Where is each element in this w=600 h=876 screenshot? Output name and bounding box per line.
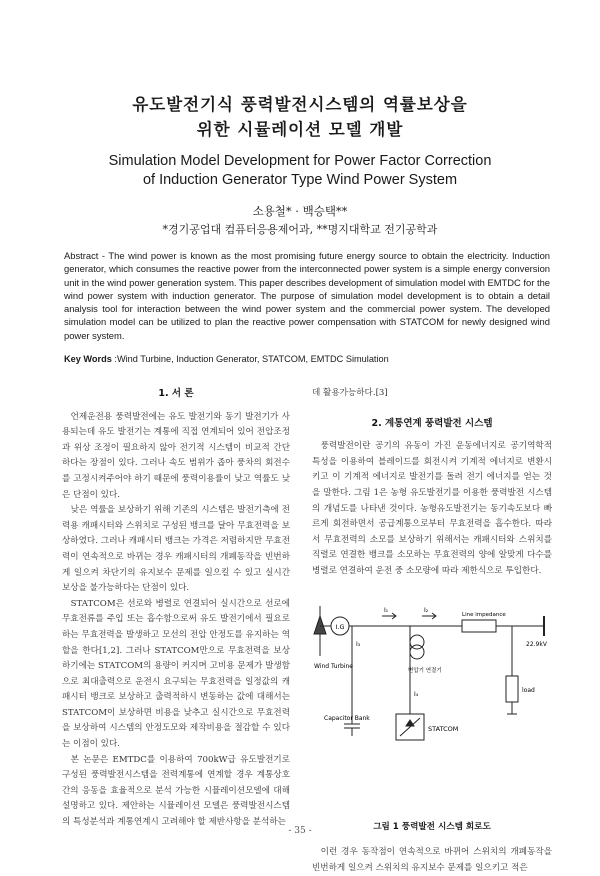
keywords (64, 354, 550, 364)
current-i2-label: I₂ (424, 606, 429, 614)
left-column (62, 386, 290, 831)
statcom-label: STATCOM (428, 724, 459, 733)
capacitor-bank-label: Capacitor Bank (324, 714, 370, 722)
keywords-text: :Wind Turbine, Induction Generator, STATCOM, EMTDC Simulation (114, 354, 389, 364)
intro-paragraph: 언제운전용 풍력발전에는 유도 발전기와 동기 발전기가 사용되는데 유도 발전기는 계통에 직접 연계되어 있어 전압조정과 위상 조정이 필요하지 않아 전기적 시스템이 비교적 간단하다는 장점이 있다. 그러나 속도 범위가 좁아 풍차의 회전수를 고정시켜주어야 하기 때문에 풍력이용률이 낮고 역률도 낮은 단점이 있다. (62, 411, 290, 500)
section-2-heading: 2. 계통연계 풍력발전 시스템 (371, 417, 493, 429)
right-column (312, 386, 552, 876)
figure-1-caption: 그림 1 풍력발전 시스템 회로도 (373, 821, 491, 832)
title-english (0, 152, 600, 190)
line-impedance-label: Line impedance (462, 611, 506, 618)
abstract: Abstract - The wind power is known as the most promising future energy source to obtain the electricity. Induction generator, which consumes the reactive power from the interconnected power system is a simple energy conversion unit in the wind power generation system. This paper describes development of simulation model with EMTDC for the wind power system with induction generator. The purpose of simulation model development is to obtain a detail analysis tool for interaction between the wind power system and the commercial power system. The developed simulation model can be utilized to plan the reactive power compensation with STATCOM for newly designed wind power system. (64, 250, 550, 341)
intro-paragraph: 본 논문은 EMTDC를 이용하여 700kW급 유도발전기로 구성된 풍력발전시스템을 전력계통에 연계할 경우 계통상호간의 응동을 효율적으로 분석 가능한 시뮬레이션모델에 대해 설명하고 있다. 제안하는 시뮬레이션 모델은 풍력발전시스템의 특성분석과 계통연계시 고려해야 할 제반사항을 분석하는 (62, 754, 290, 828)
title-english-line-2: of Induction Generator Type Wind Power System (142, 172, 458, 188)
continued-text: 데 활용가능하다.[3] (312, 388, 388, 398)
figure-1-circuit (312, 586, 552, 816)
title-korean-line-2: 위한 시뮬레이션 모델 개발 (196, 120, 404, 139)
title-korean-line-1: 유도발전기식 풍력발전시스템의 역률보상을 (132, 95, 468, 114)
page-number: - 35 - (288, 826, 312, 836)
section-1-heading: 1. 서 론 (158, 388, 194, 399)
title-korean (0, 92, 600, 142)
keywords-label: Key Words (64, 354, 112, 364)
affiliation: *경기공업대 컴퓨터응용제어과, **명지대학교 전기공학과 (162, 223, 438, 236)
load-label: load (522, 686, 535, 694)
authors: 소용철* · 백승택** (252, 204, 348, 218)
current-i3-label: I₃ (356, 640, 361, 648)
current-i1-label: I₁ (384, 606, 389, 614)
circuit-diagram (312, 586, 552, 816)
grid-label: 22.9kV (526, 640, 547, 648)
section-2-paragraph: 풍력발전이란 공기의 유동이 가진 운동에너지로 공기역학적 특성을 이용하여 블레이드를 회전시켜 기계적 에너지로 변환시키고 이 기계적 에너지로 발전기를 돌려 전기 에너지를 얻는 것을 말한다. 그림 1은 농형 유도발전기를 이용한 풍력발전 시스템의 개념도를 나타낸 것이다. 농형유도발전기는 동기속도보다 빠르게 회전하면서 공급계통으로부터 무효전력을 흡수한다. 따라서 무효전력의 소모를 보상하기 위해서는 캐패시터와 스위치를 직렬로 연결한 뱅크를 소모하는 무효전력의 양에 알맞게 다수를 병렬로 연결하여 운전 중 소모량에 따라 제한식으로 투입한다. (312, 441, 552, 576)
title-english-line-1: Simulation Model Development for Power Factor Correction (108, 153, 492, 169)
current-i4-label: I₄ (414, 690, 419, 698)
wind-turbine-label: Wind Turbine (314, 662, 353, 670)
generator-label: I.G (335, 622, 345, 631)
intro-paragraph: STATCOM은 선로와 병렬로 연결되어 실시간으로 선로에 무효전류를 주입 또는 흡수함으로써 유도 발전기에서 필요로 하는 무효전력을 발생하고 모선의 전압 안정도를 유지하는 역할을 한다[1,2]. 그러나 STATCOM만으로 무효전력을 보상하기에는 STATCOM의 용량이 커지며 고비용 문제가 발생함으로 최대출력으로 운전시 요구되는 무효전력을 일정값의 캐패시터 뱅크로 보상하고 출력적하시 변동하는 값에 대해서는 STATCOM이 보상하면 비용을 낮추고 실시간으로 무효전력을 보상하여 시스템의 안정도모와 제작비용을 절감할 수 있다는 이점이 있다. (62, 598, 290, 750)
after-figure-text: 이런 경우 동작점이 연속적으로 바뀌어 스위치의 개폐동작을 빈번하게 일으켜 스위치의 유지보수 문제를 일으키고 적은 (312, 847, 552, 873)
intro-paragraph: 낮은 역률을 보상하기 위해 기존의 시스템은 발전기측에 전력용 캐패시터와 스위치로 구성된 뱅크를 달아 무효전력을 보상하였다. 그러나 캐패시터 뱅크는 가격은 저렴하지만 무효전력이 연속적으로 바뀌는 경우 캐패시터의 개폐동작을 빈번하게 일으켜 차단기의 유지보수 문제를 일으킬 수 있고 실시간 보상을 불가능하다는 단점이 있다. (62, 505, 290, 594)
transformer-label: 변압기 연결기 (408, 667, 442, 674)
